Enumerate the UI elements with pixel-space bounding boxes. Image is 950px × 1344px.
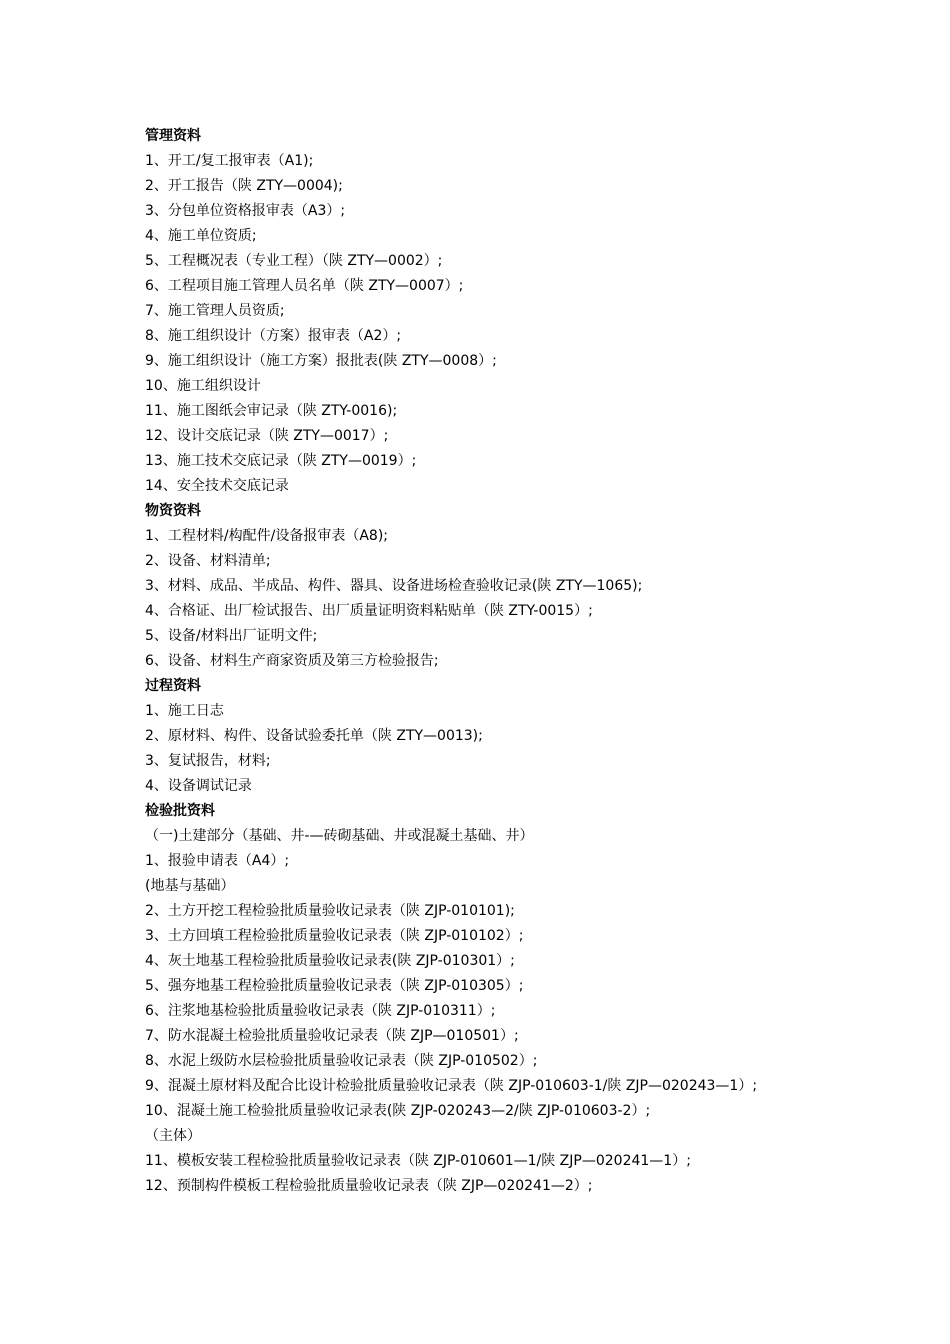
list-item: 4、合格证、出厂检试报告、出厂质量证明资料粘贴单（陕 ZTY-0015）; [145, 603, 593, 619]
list-item: （主体） [145, 1128, 201, 1144]
list-item: 6、注浆地基检验批质量验收记录表（陕 ZJP-010311）; [145, 1003, 496, 1019]
list-item: 14、安全技术交底记录 [145, 478, 289, 494]
list-item: 4、灰土地基工程检验批质量验收记录表(陕 ZJP-010301）; [145, 953, 515, 969]
list-item: 2、设备、材料清单; [145, 553, 271, 569]
list-item: 1、施工日志 [145, 703, 224, 719]
list-item: 2、土方开挖工程检验批质量验收记录表（陕 ZJP-010101); [145, 903, 515, 919]
list-item: 2、原材料、构件、设备试验委托单（陕 ZTY—0013); [145, 728, 483, 744]
section-heading-management: 管理资料 [145, 128, 201, 144]
list-item: 12、预制构件模板工程检验批质量验收记录表（陕 ZJP—020241—2）; [145, 1178, 593, 1194]
list-item: 1、开工/复工报审表（A1); [145, 153, 314, 169]
list-item: 13、施工技术交底记录（陕 ZTY—0019）; [145, 453, 417, 469]
list-item: 8、水泥上级防水层检验批质量验收记录表（陕 ZJP-010502）; [145, 1053, 538, 1069]
list-item: 4、设备调试记录 [145, 778, 252, 794]
list-item: 7、施工管理人员资质; [145, 303, 285, 319]
list-item: 3、土方回填工程检验批质量验收记录表（陕 ZJP-010102）; [145, 928, 524, 944]
list-item: 10、施工组织设计 [145, 378, 261, 394]
list-item: 11、施工图纸会审记录（陕 ZTY-0016); [145, 403, 398, 419]
list-item: 4、施工单位资质; [145, 228, 257, 244]
document-page [145, 124, 825, 1199]
section-heading-process: 过程资料 [145, 678, 201, 694]
list-item: 7、防水混凝土检验批质量验收记录表（陕 ZJP—010501）; [145, 1028, 519, 1044]
list-item: 3、分包单位资格报审表（A3）; [145, 203, 346, 219]
list-item: 11、模板安装工程检验批质量验收记录表（陕 ZJP-010601—1/陕 ZJP—020241—1）; [145, 1153, 691, 1169]
section-heading-inspection: 检验批资料 [145, 803, 215, 819]
section-heading-materials: 物资资料 [145, 503, 201, 519]
list-item: 2、开工报告（陕 ZTY—0004); [145, 178, 343, 194]
list-item: 1、报验申请表（A4）; [145, 853, 290, 869]
list-item: 1、工程材料/构配件/设备报审表（A8); [145, 528, 389, 544]
list-item: 5、工程概况表（专业工程）（陕 ZTY—0002）; [145, 253, 443, 269]
list-item: 9、施工组织设计（施工方案）报批表(陕 ZTY—0008）; [145, 353, 497, 369]
list-item: 3、复试报告，材料; [145, 753, 271, 769]
list-item: (地基与基础） [145, 878, 235, 894]
list-item: 5、强夯地基工程检验批质量验收记录表（陕 ZJP-010305）; [145, 978, 524, 994]
list-item: 8、施工组织设计（方案）报审表（A2）; [145, 328, 402, 344]
list-item: 6、设备、材料生产商家资质及第三方检验报告; [145, 653, 439, 669]
list-item: 10、混凝土施工检验批质量验收记录表(陕 ZJP-020243—2/陕 ZJP-010603-2）; [145, 1103, 651, 1119]
list-item: （一)土建部分（基础、井-—砖砌基础、井或混凝土基础、井） [145, 828, 534, 844]
list-item: 12、设计交底记录（陕 ZTY—0017）; [145, 428, 389, 444]
list-item: 3、材料、成品、半成品、构件、器具、设备进场检查验收记录(陕 ZTY—1065); [145, 578, 643, 594]
list-item: 6、工程项目施工管理人员名单（陕 ZTY—0007）; [145, 278, 464, 294]
list-item: 9、混凝土原材料及配合比设计检验批质量验收记录表（陕 ZJP-010603-1/陕 ZJP—020243—1）; [145, 1078, 758, 1094]
list-item: 5、设备/材料出厂证明文件; [145, 628, 318, 644]
